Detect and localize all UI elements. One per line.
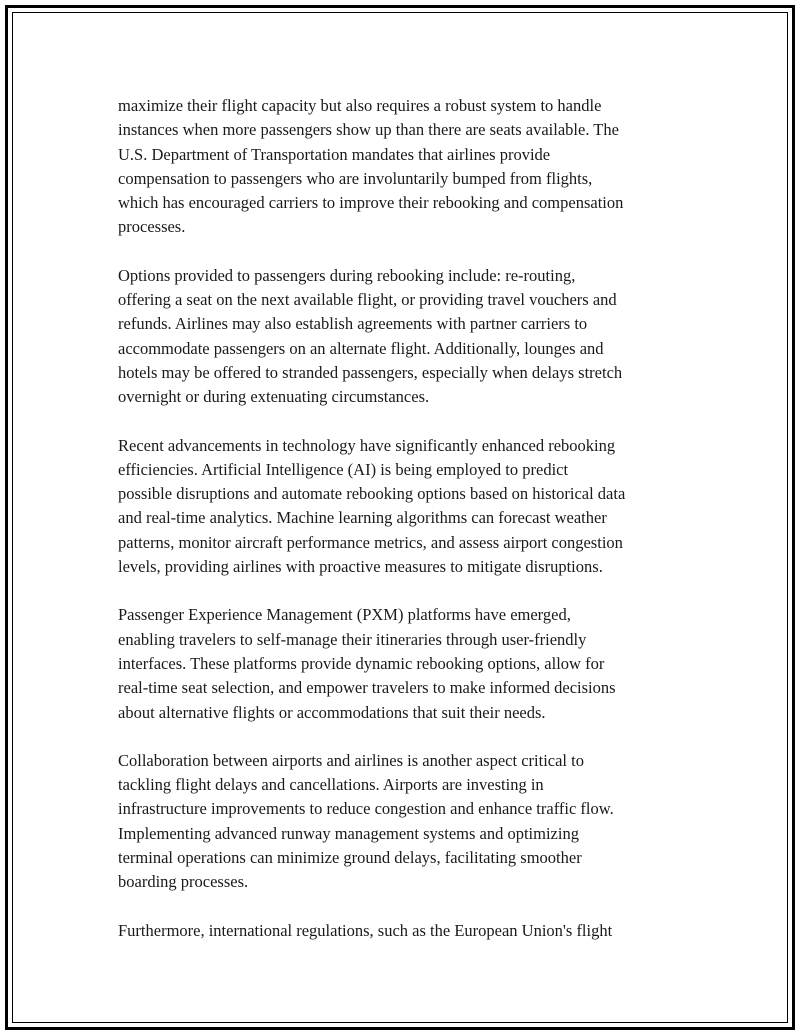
document-body xyxy=(118,94,698,967)
paragraph-overbooking: maximize their flight capacity but also requires a robust system to handle instances when more passengers show up than there are seats available. The U.S. Department of Transportation mandates that airlines provide compensation to passengers who are involuntarily bumped from flights, which has encouraged carriers to improve their rebooking and compensation processes. xyxy=(118,96,624,237)
paragraph-international-regulations: Furthermore, international regulations, such as the European Union's flight xyxy=(118,920,613,940)
paragraph-technology: Recent advancements in technology have significantly enhanced rebooking efficiencies. Artificial Intelligence (AI) is being employed to predict possible disruptions and automate rebooking options based on historical data and real-time analytics. Machine learning algorithms can forecast weather patterns, monitor aircraft performance metrics, and assess airport congestion levels, providing airlines with proactive measures to mitigate disruptions. xyxy=(118,435,626,577)
paragraph-rebooking-options: Options provided to passengers during rebooking include: re-routing, offering a seat on the next available flight, or providing travel vouchers and refunds. Airlines may also establish agreements with partner carriers to accommodate passengers on an alternate flight. Additionally, lounges and hotels may be offered to stranded passengers, especially when delays stretch overnight or during extenuating circumstances. xyxy=(118,265,623,407)
paragraph-pxm-platforms: Passenger Experience Management (PXM) platforms have emerged, enabling travelers to self-manage their itineraries through user-friendly interfaces. These platforms provide dynamic rebooking options, allow for real-time seat selection, and empower travelers to make informed decisions about alternative flights or accommodations that suit their needs. xyxy=(118,605,616,722)
paragraph-airport-collaboration: Collaboration between airports and airlines is another aspect critical to tackling flight delays and cancellations. Airports are investing in infrastructure improvements to reduce congestion and enhance traffic flow. Implementing advanced runway management systems and optimizing terminal operations can minimize ground delays, facilitating smoother boarding processes. xyxy=(118,750,614,892)
